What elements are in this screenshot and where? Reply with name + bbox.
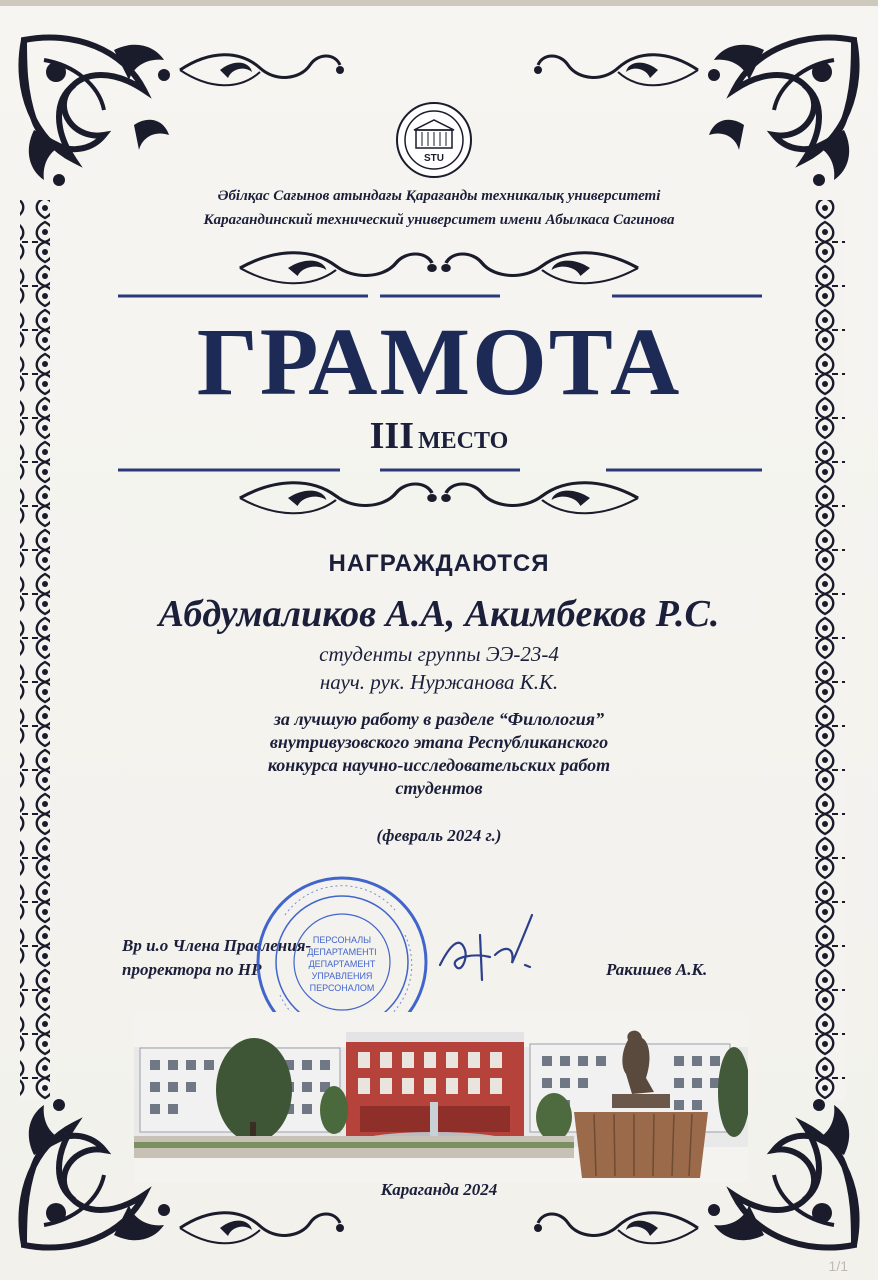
page-indicator: 1/1 <box>828 1258 848 1274</box>
university-seal-icon <box>394 100 474 180</box>
bottom-left-flourish-icon <box>180 1213 344 1244</box>
stamp-text: ДЕПАРТАМЕНТ <box>308 959 376 969</box>
recipient-names: Абдумаликов А.А, Акимбеков Р.С. <box>158 593 720 635</box>
signature-icon <box>420 905 550 990</box>
bottom-right-flourish-icon <box>534 1213 698 1244</box>
signatory-title-line: проректора по НР <box>122 960 262 979</box>
stamp-text: ДЕПАРТАМЕНТІ <box>307 947 377 957</box>
top-right-flourish-icon <box>534 55 698 86</box>
place-word: МЕСТО <box>418 428 509 454</box>
place-label <box>0 414 878 458</box>
award-reason <box>0 708 878 800</box>
city-year: Караганда 2024 <box>380 1180 498 1199</box>
place-number: III <box>369 415 414 457</box>
upper-scroll-left-icon <box>240 253 437 284</box>
top-left-corner-icon <box>21 37 170 186</box>
top-left-flourish-icon <box>180 55 344 86</box>
stamp-text: УПРАВЛЕНИЯ <box>311 971 373 981</box>
award-date: (февраль 2024 г.) <box>376 826 502 845</box>
reason-line: конкурса научно-исследовательских работ <box>267 755 611 775</box>
lower-scroll-right-icon <box>441 483 638 514</box>
campus-photo <box>134 1012 748 1182</box>
signatory-name: Ракишев А.К. <box>606 960 708 979</box>
stamp-text: ПЕРСОНАЛЫ <box>312 935 372 945</box>
certificate-title: ГРАМОТА <box>196 308 682 415</box>
seal-label: STU <box>424 153 444 164</box>
signatory-title-line: Вр и.о Члена Правления- <box>122 936 312 955</box>
reason-line: за лучшую работу в разделе “Филология” <box>273 709 605 729</box>
upper-scroll-right-icon <box>441 253 638 284</box>
student-group: студенты группы ЭЭ-23-4 <box>319 642 559 666</box>
university-name-kazakh: Әбілқас Сағынов атындағы Қарағанды техникалық университеті <box>217 188 661 204</box>
lower-scroll-left-icon <box>240 483 437 514</box>
stamp-text: ПЕРСОНАЛОМ <box>309 983 375 993</box>
reason-line: студентов <box>395 778 483 798</box>
university-name-russian: Карагандинский технический университет имени Абылкаса Сагинова <box>203 212 675 228</box>
awarded-heading: НАГРАЖДАЮТСЯ <box>328 550 550 577</box>
supervisor: науч. рук. Нуржанова К.К. <box>319 670 559 694</box>
reason-line: внутривузовского этапа Республиканского <box>269 732 609 752</box>
top-right-corner-icon <box>708 37 857 186</box>
